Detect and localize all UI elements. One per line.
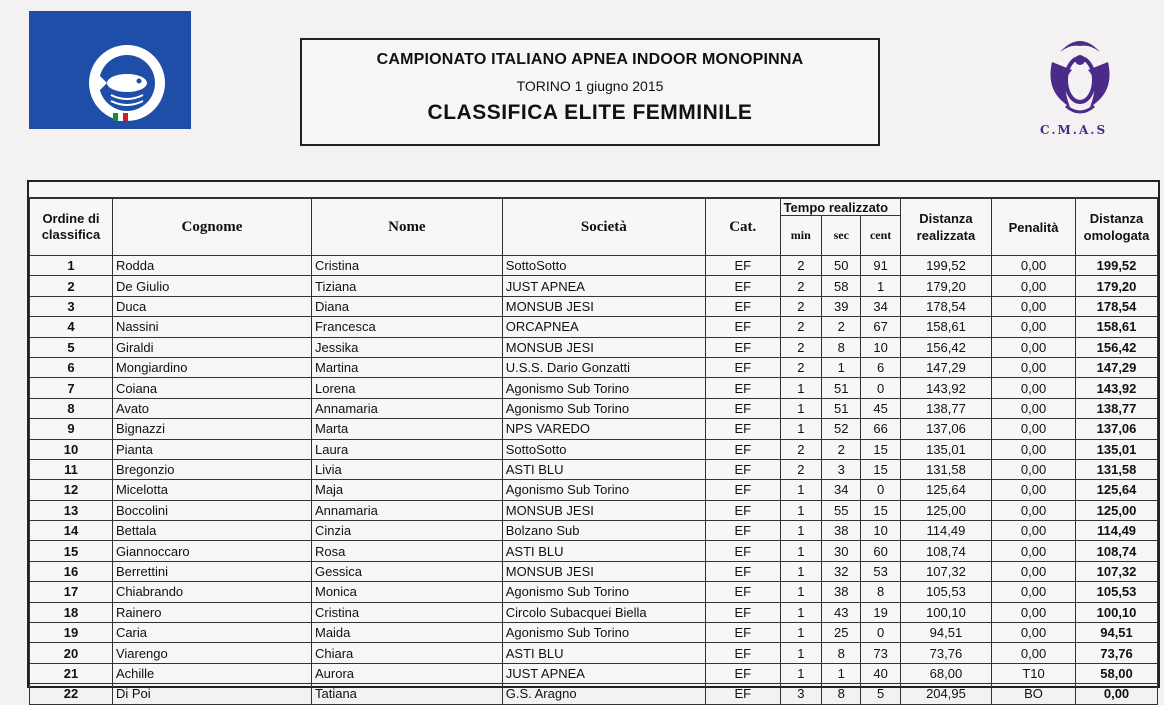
cell-cat: EF xyxy=(705,276,780,296)
cell-cognome: Duca xyxy=(112,296,311,316)
cell-distanza: 158,61 xyxy=(900,317,991,337)
cell-distanza: 114,49 xyxy=(900,521,991,541)
header-tempo: Tempo realizzato xyxy=(780,199,900,216)
classification-title: CLASSIFICA ELITE FEMMINILE xyxy=(427,101,753,124)
cell-cognome: De Giulio xyxy=(112,276,311,296)
cell-min: 1 xyxy=(780,643,821,663)
cell-nome: Maja xyxy=(311,480,502,500)
cell-nome: Cristina xyxy=(311,256,502,276)
cell-sec: 8 xyxy=(822,684,861,704)
cell-cognome: Chiabrando xyxy=(112,582,311,602)
cell-nome: Marta xyxy=(311,419,502,439)
cell-cat: EF xyxy=(705,561,780,581)
championship-title: CAMPIONATO ITALIANO APNEA INDOOR MONOPINNA xyxy=(376,51,804,68)
cell-cognome: Achille xyxy=(112,663,311,683)
cell-nome: Laura xyxy=(311,439,502,459)
cell-societa: MONSUB JESI xyxy=(502,296,705,316)
cell-cat: EF xyxy=(705,337,780,357)
cell-min: 1 xyxy=(780,378,821,398)
header-box xyxy=(300,38,880,146)
cell-omologata: 107,32 xyxy=(1076,561,1158,581)
cell-cent: 1 xyxy=(861,276,900,296)
table-row xyxy=(30,296,1158,316)
cell-societa: NPS VAREDO xyxy=(502,419,705,439)
cell-cat: EF xyxy=(705,541,780,561)
cell-cat: EF xyxy=(705,643,780,663)
cell-cognome: Bregonzio xyxy=(112,459,311,479)
cell-distanza: 199,52 xyxy=(900,256,991,276)
cell-penalita: 0,00 xyxy=(992,256,1076,276)
cell-nome: Lorena xyxy=(311,378,502,398)
cell-pos: 10 xyxy=(30,439,113,459)
cell-cognome: Giraldi xyxy=(112,337,311,357)
cell-nome: Martina xyxy=(311,357,502,377)
cell-cat: EF xyxy=(705,357,780,377)
cell-cognome: Viarengo xyxy=(112,643,311,663)
cell-pos: 16 xyxy=(30,561,113,581)
cell-societa: MONSUB JESI xyxy=(502,561,705,581)
cell-societa: Agonismo Sub Torino xyxy=(502,623,705,643)
cell-pos: 21 xyxy=(30,663,113,683)
cell-min: 2 xyxy=(780,296,821,316)
cell-cent: 8 xyxy=(861,582,900,602)
table-row xyxy=(30,337,1158,357)
cell-nome: Annamaria xyxy=(311,398,502,418)
cell-cat: EF xyxy=(705,623,780,643)
table-row xyxy=(30,419,1158,439)
cell-pos: 15 xyxy=(30,541,113,561)
table-row xyxy=(30,398,1158,418)
cell-penalita: 0,00 xyxy=(992,419,1076,439)
cell-societa: Bolzano Sub xyxy=(502,521,705,541)
table-row xyxy=(30,684,1158,704)
table-row xyxy=(30,541,1158,561)
cell-penalita: 0,00 xyxy=(992,398,1076,418)
cell-cat: EF xyxy=(705,256,780,276)
cell-min: 2 xyxy=(780,256,821,276)
table-row xyxy=(30,276,1158,296)
cell-societa: Circolo Subacquei Biella xyxy=(502,602,705,622)
table-row xyxy=(30,480,1158,500)
cell-cat: EF xyxy=(705,378,780,398)
cell-penalita: 0,00 xyxy=(992,439,1076,459)
cell-cent: 10 xyxy=(861,337,900,357)
table-row xyxy=(30,623,1158,643)
cell-sec: 25 xyxy=(822,623,861,643)
table-top-strip xyxy=(29,182,1158,198)
cell-omologata: 100,10 xyxy=(1076,602,1158,622)
cmas-label: C.M.A.S xyxy=(1040,123,1108,137)
cell-min: 1 xyxy=(780,500,821,520)
cell-pos: 7 xyxy=(30,378,113,398)
cell-sec: 34 xyxy=(822,480,861,500)
table-row xyxy=(30,439,1158,459)
cell-omologata: 125,00 xyxy=(1076,500,1158,520)
cell-penalita: 0,00 xyxy=(992,521,1076,541)
cell-penalita: 0,00 xyxy=(992,480,1076,500)
cell-min: 1 xyxy=(780,541,821,561)
cell-penalita: 0,00 xyxy=(992,276,1076,296)
cell-pos: 1 xyxy=(30,256,113,276)
cell-omologata: 158,61 xyxy=(1076,317,1158,337)
cell-omologata: 178,54 xyxy=(1076,296,1158,316)
cell-distanza: 68,00 xyxy=(900,663,991,683)
cell-nome: Diana xyxy=(311,296,502,316)
cell-nome: Maida xyxy=(311,623,502,643)
cell-min: 1 xyxy=(780,480,821,500)
cell-distanza: 179,20 xyxy=(900,276,991,296)
cell-societa: ASTI BLU xyxy=(502,643,705,663)
cell-sec: 38 xyxy=(822,582,861,602)
cell-penalita: 0,00 xyxy=(992,643,1076,663)
cell-min: 3 xyxy=(780,684,821,704)
cell-omologata: 199,52 xyxy=(1076,256,1158,276)
cell-societa: Agonismo Sub Torino xyxy=(502,582,705,602)
cell-penalita: 0,00 xyxy=(992,582,1076,602)
cell-distanza: 135,01 xyxy=(900,439,991,459)
table-row xyxy=(30,357,1158,377)
cell-omologata: 137,06 xyxy=(1076,419,1158,439)
table-row xyxy=(30,582,1158,602)
cell-societa: ORCAPNEA xyxy=(502,317,705,337)
cell-penalita: 0,00 xyxy=(992,623,1076,643)
cell-societa: G.S. Aragno xyxy=(502,684,705,704)
cell-pos: 9 xyxy=(30,419,113,439)
cell-penalita: 0,00 xyxy=(992,357,1076,377)
cell-omologata: 147,29 xyxy=(1076,357,1158,377)
cell-sec: 8 xyxy=(822,337,861,357)
cell-min: 2 xyxy=(780,357,821,377)
cell-distanza: 204,95 xyxy=(900,684,991,704)
header-nome: Nome xyxy=(311,199,502,256)
cell-societa: Agonismo Sub Torino xyxy=(502,480,705,500)
table-row xyxy=(30,663,1158,683)
cell-sec: 1 xyxy=(822,357,861,377)
cell-societa: ASTI BLU xyxy=(502,541,705,561)
table-row xyxy=(30,500,1158,520)
cell-distanza: 100,10 xyxy=(900,602,991,622)
cell-nome: Francesca xyxy=(311,317,502,337)
cell-min: 1 xyxy=(780,419,821,439)
cell-pos: 11 xyxy=(30,459,113,479)
cell-omologata: 0,00 xyxy=(1076,684,1158,704)
cell-sec: 2 xyxy=(822,439,861,459)
cell-nome: Rosa xyxy=(311,541,502,561)
cell-sec: 1 xyxy=(822,663,861,683)
header-cognome: Cognome xyxy=(112,199,311,256)
header-cent: cent xyxy=(861,216,900,256)
cell-pos: 19 xyxy=(30,623,113,643)
results-table xyxy=(27,180,1160,702)
cell-min: 2 xyxy=(780,337,821,357)
header-ordine: Ordine di classifica xyxy=(30,199,113,256)
cell-pos: 4 xyxy=(30,317,113,337)
cell-cent: 15 xyxy=(861,459,900,479)
cell-penalita: 0,00 xyxy=(992,296,1076,316)
cell-sec: 50 xyxy=(822,256,861,276)
cell-pos: 22 xyxy=(30,684,113,704)
cell-cognome: Berrettini xyxy=(112,561,311,581)
cell-pos: 12 xyxy=(30,480,113,500)
cell-cognome: Bignazzi xyxy=(112,419,311,439)
cell-cent: 15 xyxy=(861,500,900,520)
cell-sec: 3 xyxy=(822,459,861,479)
cell-sec: 51 xyxy=(822,398,861,418)
cell-nome: Annamaria xyxy=(311,500,502,520)
cell-cent: 73 xyxy=(861,643,900,663)
cell-distanza: 108,74 xyxy=(900,541,991,561)
cell-cognome: Nassini xyxy=(112,317,311,337)
cell-sec: 2 xyxy=(822,317,861,337)
cell-penalita: 0,00 xyxy=(992,459,1076,479)
cell-cent: 19 xyxy=(861,602,900,622)
cell-cat: EF xyxy=(705,459,780,479)
cell-pos: 18 xyxy=(30,602,113,622)
cell-cat: EF xyxy=(705,602,780,622)
cell-cognome: Bettala xyxy=(112,521,311,541)
cell-societa: MONSUB JESI xyxy=(502,337,705,357)
cell-omologata: 58,00 xyxy=(1076,663,1158,683)
table-row xyxy=(30,459,1158,479)
cell-cat: EF xyxy=(705,684,780,704)
cell-cat: EF xyxy=(705,500,780,520)
cell-cat: EF xyxy=(705,296,780,316)
cell-cognome: Coiana xyxy=(112,378,311,398)
cell-societa: SottoSotto xyxy=(502,256,705,276)
cell-penalita: 0,00 xyxy=(992,378,1076,398)
cell-distanza: 178,54 xyxy=(900,296,991,316)
cell-cat: EF xyxy=(705,480,780,500)
cell-societa: Agonismo Sub Torino xyxy=(502,398,705,418)
cell-pos: 2 xyxy=(30,276,113,296)
cell-pos: 8 xyxy=(30,398,113,418)
header-omologata: Distanza omologata xyxy=(1076,199,1158,256)
cell-cent: 6 xyxy=(861,357,900,377)
cell-societa: Agonismo Sub Torino xyxy=(502,378,705,398)
cell-pos: 3 xyxy=(30,296,113,316)
cell-pos: 14 xyxy=(30,521,113,541)
cell-cent: 53 xyxy=(861,561,900,581)
cell-sec: 51 xyxy=(822,378,861,398)
header-min: min xyxy=(780,216,821,256)
cell-cognome: Mongiardino xyxy=(112,357,311,377)
cell-cognome: Rainero xyxy=(112,602,311,622)
table-row xyxy=(30,317,1158,337)
cell-cent: 34 xyxy=(861,296,900,316)
cell-cat: EF xyxy=(705,398,780,418)
cell-distanza: 73,76 xyxy=(900,643,991,663)
cell-omologata: 108,74 xyxy=(1076,541,1158,561)
cell-cat: EF xyxy=(705,521,780,541)
cell-penalita: 0,00 xyxy=(992,317,1076,337)
cell-cognome: Giannoccaro xyxy=(112,541,311,561)
cell-distanza: 107,32 xyxy=(900,561,991,581)
cell-nome: Jessika xyxy=(311,337,502,357)
cell-cognome: Di Poi xyxy=(112,684,311,704)
cell-distanza: 125,64 xyxy=(900,480,991,500)
header-sec: sec xyxy=(822,216,861,256)
table-row xyxy=(30,602,1158,622)
cell-min: 1 xyxy=(780,398,821,418)
cell-penalita: 0,00 xyxy=(992,561,1076,581)
cell-cent: 0 xyxy=(861,378,900,398)
cell-min: 2 xyxy=(780,276,821,296)
cell-distanza: 137,06 xyxy=(900,419,991,439)
cell-cent: 67 xyxy=(861,317,900,337)
cell-min: 2 xyxy=(780,439,821,459)
cell-cognome: Micelotta xyxy=(112,480,311,500)
cell-sec: 30 xyxy=(822,541,861,561)
cell-cognome: Rodda xyxy=(112,256,311,276)
table-row xyxy=(30,256,1158,276)
cell-omologata: 135,01 xyxy=(1076,439,1158,459)
cell-penalita: 0,00 xyxy=(992,602,1076,622)
cell-pos: 20 xyxy=(30,643,113,663)
cell-cent: 0 xyxy=(861,480,900,500)
cell-pos: 6 xyxy=(30,357,113,377)
cell-societa: ASTI BLU xyxy=(502,459,705,479)
cell-sec: 8 xyxy=(822,643,861,663)
cell-cognome: Pianta xyxy=(112,439,311,459)
cell-omologata: 156,42 xyxy=(1076,337,1158,357)
header-penalita: Penalità xyxy=(992,199,1076,256)
table-row xyxy=(30,561,1158,581)
cell-sec: 32 xyxy=(822,561,861,581)
cell-min: 2 xyxy=(780,317,821,337)
cell-nome: Tatiana xyxy=(311,684,502,704)
cell-omologata: 143,92 xyxy=(1076,378,1158,398)
cell-omologata: 105,53 xyxy=(1076,582,1158,602)
cell-omologata: 125,64 xyxy=(1076,480,1158,500)
cell-min: 1 xyxy=(780,602,821,622)
cell-societa: MONSUB JESI xyxy=(502,500,705,520)
cell-penalita: 0,00 xyxy=(992,541,1076,561)
cell-nome: Gessica xyxy=(311,561,502,581)
cell-nome: Monica xyxy=(311,582,502,602)
cell-cognome: Boccolini xyxy=(112,500,311,520)
cell-nome: Cristina xyxy=(311,602,502,622)
cell-pos: 17 xyxy=(30,582,113,602)
cell-nome: Livia xyxy=(311,459,502,479)
table-row xyxy=(30,378,1158,398)
cell-penalita: BO xyxy=(992,684,1076,704)
cell-cat: EF xyxy=(705,582,780,602)
cell-min: 1 xyxy=(780,623,821,643)
cell-pos: 5 xyxy=(30,337,113,357)
cell-nome: Aurora xyxy=(311,663,502,683)
cell-min: 1 xyxy=(780,521,821,541)
cell-cent: 15 xyxy=(861,439,900,459)
cell-cognome: Avato xyxy=(112,398,311,418)
cell-distanza: 147,29 xyxy=(900,357,991,377)
cell-cent: 60 xyxy=(861,541,900,561)
cell-societa: SottoSotto xyxy=(502,439,705,459)
cell-distanza: 94,51 xyxy=(900,623,991,643)
cell-sec: 52 xyxy=(822,419,861,439)
header-distanza: Distanza realizzata xyxy=(900,199,991,256)
cell-distanza: 143,92 xyxy=(900,378,991,398)
cell-cent: 10 xyxy=(861,521,900,541)
cell-sec: 43 xyxy=(822,602,861,622)
cell-societa: JUST APNEA xyxy=(502,276,705,296)
header-societa: Società xyxy=(502,199,705,256)
cell-penalita: 0,00 xyxy=(992,337,1076,357)
cell-omologata: 131,58 xyxy=(1076,459,1158,479)
cell-nome: Tiziana xyxy=(311,276,502,296)
cell-omologata: 138,77 xyxy=(1076,398,1158,418)
cell-cat: EF xyxy=(705,439,780,459)
cell-pos: 13 xyxy=(30,500,113,520)
cell-cat: EF xyxy=(705,663,780,683)
table-row xyxy=(30,643,1158,663)
cell-nome: Cinzia xyxy=(311,521,502,541)
cell-societa: JUST APNEA xyxy=(502,663,705,683)
cell-omologata: 179,20 xyxy=(1076,276,1158,296)
table-body xyxy=(30,256,1158,705)
fipsas-logo-icon xyxy=(29,11,191,129)
cell-sec: 58 xyxy=(822,276,861,296)
cell-cent: 0 xyxy=(861,623,900,643)
cell-sec: 38 xyxy=(822,521,861,541)
cell-min: 1 xyxy=(780,663,821,683)
cell-cognome: Caria xyxy=(112,623,311,643)
header-cat: Cat. xyxy=(705,199,780,256)
cell-distanza: 156,42 xyxy=(900,337,991,357)
cell-cent: 91 xyxy=(861,256,900,276)
cell-distanza: 131,58 xyxy=(900,459,991,479)
cell-distanza: 105,53 xyxy=(900,582,991,602)
cell-nome: Chiara xyxy=(311,643,502,663)
cell-min: 2 xyxy=(780,459,821,479)
cell-omologata: 94,51 xyxy=(1076,623,1158,643)
table-row xyxy=(30,521,1158,541)
cell-cat: EF xyxy=(705,419,780,439)
cell-min: 1 xyxy=(780,561,821,581)
place-date: TORINO 1 giugno 2015 xyxy=(516,78,664,94)
cell-sec: 55 xyxy=(822,500,861,520)
cell-omologata: 73,76 xyxy=(1076,643,1158,663)
cell-cent: 45 xyxy=(861,398,900,418)
cell-penalita: 0,00 xyxy=(992,500,1076,520)
cell-sec: 39 xyxy=(822,296,861,316)
cell-penalita: T10 xyxy=(992,663,1076,683)
cell-cent: 5 xyxy=(861,684,900,704)
cell-distanza: 138,77 xyxy=(900,398,991,418)
cell-omologata: 114,49 xyxy=(1076,521,1158,541)
cell-cat: EF xyxy=(705,317,780,337)
cell-societa: U.S.S. Dario Gonzatti xyxy=(502,357,705,377)
cell-min: 1 xyxy=(780,582,821,602)
cell-cent: 40 xyxy=(861,663,900,683)
cell-cent: 66 xyxy=(861,419,900,439)
cell-distanza: 125,00 xyxy=(900,500,991,520)
